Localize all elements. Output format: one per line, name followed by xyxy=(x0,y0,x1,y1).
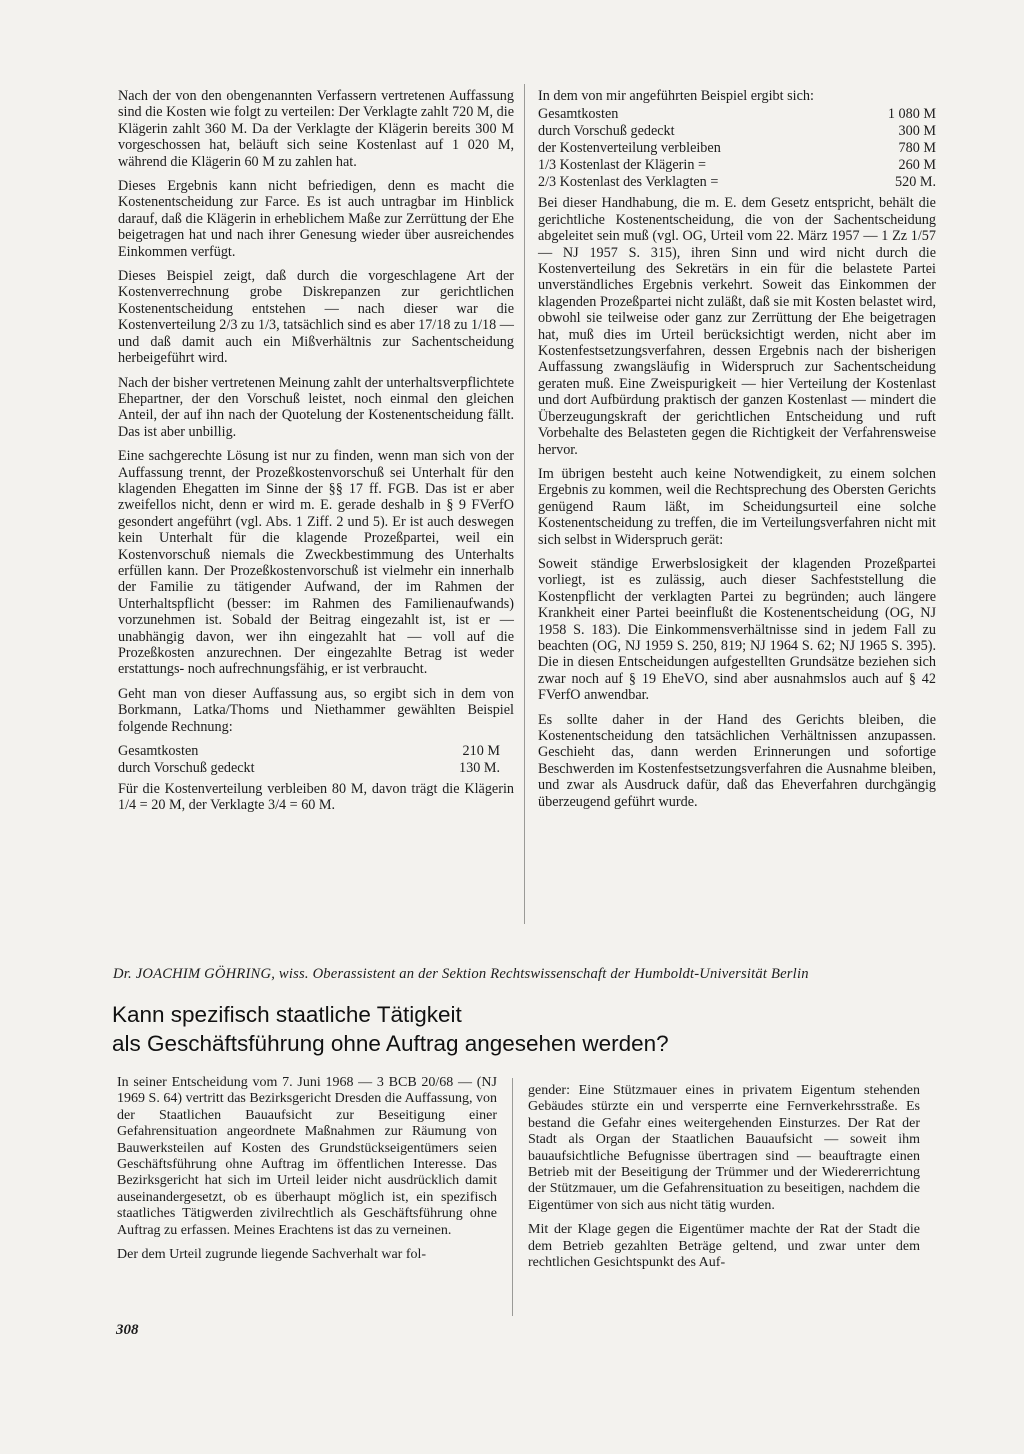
table-row xyxy=(538,106,936,123)
paragraph: Im übrigen besteht auch keine Notwendigkeit, zu einem solchen Ergebnis zu kommen, weil die Rechtsprechung des Obersten Gerichts genügend Raum läßt, im Scheidungsurteil eine solche Kostenentscheidung zu treffen, die im Verteilungsverfahren nicht mit sich selbst in Widerspruch gerät: xyxy=(538,465,936,548)
calc-label: Gesamtkosten xyxy=(538,106,619,123)
paragraph: Der dem Urteil zugrunde liegende Sachverhalt war fol- xyxy=(117,1247,427,1263)
paragraph: gender: Eine Stützmauer eines in privatem Eigentum stehenden Gebäudes stürzte ein und versperrte eine Fernverkehrsstraße. Es bestand die Gefahr eines weitergehenden Einsturzes. Der Rat der Stadt als Organ der Staatlichen Bauaufsicht — soweit ihm bauaufsichtliche Befugnisse übertragen sind — beauftragte einen Betrieb mit der Beseitigung der Trümmer und der Wiedererrichtung der Stützmauer, um die Gefahrensituation zu beseitigen, nachdem die Eigentümer von sich aus nicht tätig wurden. xyxy=(528,1083,920,1213)
table-row xyxy=(538,174,936,191)
calc-label: 1/3 Kostenlast der Klägerin = xyxy=(538,157,706,174)
calc-value: 1 080 M xyxy=(887,106,936,123)
table-row xyxy=(538,140,936,157)
table-row xyxy=(118,760,514,777)
article-right-column xyxy=(528,1083,920,1279)
paragraph: Bei dieser Handhabung, die m. E. dem Gesetz entspricht, behält die gerichtliche Kostenentscheidung, die von der Sachentscheidung abgeleitet sein muß (vgl. OG, Urteil vom 22. März 1957 — 1 Zz 1/57 — NJ 1957 S. 315), ihren Sinn und wird nicht durch die Kostenverteilung des Sekretärs in ein für die belastete Partei unverständliches Ergebnis verkehrt. Soweit das Einkommen der klagenden Prozeßpartei nicht zuläßt, daß sie mit Kosten belastet wird, obwohl sie teilweise oder ganz zur Zerrüttung der Ehe beigetragen hat, muß dies im Urteil berücksichtigt werden, nicht aber im Kostenfestsetzungsverfahren, dessen Ergebnis nach der bisherigen Auffassung zwangsläufig in Widerspruch zur Sachentscheidung geraten muß. Eine Zweispurigkeit — hier Verteilung der Kostenlast und dort Aufbürdung praktisch der ganzen Kostenlast — mindert die Überzeugungskraft der gerichtlichen Entscheidung und ruft Vorbehalte des Belasteten gegen die Richtigkeit der Verfahrensweise hervor. xyxy=(538,195,936,458)
column-divider xyxy=(524,84,525,924)
paragraph: In seiner Entscheidung vom 7. Juni 1968 — 3 BCB 20/68 — (NJ 1969 S. 64) vertritt das Bezirksgericht Dresden die Auffassung, von der Staatlichen Bauaufsicht zur Beseitigung einer Gefahrensituation angeordnete Maßnahmen zur Räumung von Bauwerksteilen auf Kosten des Grundstückseigentümers seien Geschäftsführung ohne Auftrag im öffentlichen Interesse. Das Bezirksgericht hat sich im Urteil leider nicht ausdrücklich damit auseinandergesetzt, ob es überhaupt möglich ist, ein spezifisch staatliches Tätigwerden zivilrechtlich als Geschäftsführung ohne Auftrag zu erfassen. Meines Erachtens ist das zu verneinen. xyxy=(117,1075,497,1238)
article-author: Dr. JOACHIM GÖHRING, wiss. Oberassistent an der Sektion Rechtswissenschaft der Humboldt-Universität Berlin xyxy=(113,966,809,982)
paragraph: Eine sachgerechte Lösung ist nur zu finden, wenn man sich von der Auffassung trennt, der Prozeßkostenvorschuß sei Unterhalt für den klagenden Ehegatten im Sinne der §§ 17 ff. FGB. Das ist er aber zweifellos nicht, denn er wird m. E. gerade deshalb in § 9 FVerfO gesondert angeführt (vgl. Abs. 1 Ziff. 2 und 5). Er ist auch deswegen kein Unterhalt für die klagende Prozeßpartei, weil ein Kostenvorschuß niemals die Zweckbestimmung des Unterhalts erfüllen kann. Der Prozeßkostenvorschuß ist vielmehr ein innerhalb der Familie zu tätigender Aufwand, der im Rahmen der Unterhaltspflicht (besser: im Rahmen des Familienaufwands) vorzunehmen ist. Sobald der Beitrag eingezahlt ist, ist er — unabhängig davon, wer ihn eingezahlt hat — voll auf die Prozeßkosten anzurechnen. Der eingezahlte Betrag ist weder erstattungs- noch aufrechnungsfähig, er ist verbraucht. xyxy=(118,448,514,678)
calculation-table xyxy=(538,106,936,191)
calc-value: 210 M xyxy=(462,743,500,760)
right-column xyxy=(538,88,936,818)
paragraph: Geht man von dieser Auffassung aus, so ergibt sich in dem von Borkmann, Latka/Thoms und Niethammer gewählten Beispiel folgende Rechnung: xyxy=(118,685,514,735)
table-row xyxy=(118,743,514,760)
paragraph: Für die Kostenverteilung verbleiben 80 M, davon trägt die Klägerin 1/4 = 20 M, der Verklagte 3/4 = 60 M. xyxy=(118,781,514,814)
calc-label: durch Vorschuß gedeckt xyxy=(538,123,675,140)
paragraph: Mit der Klage gegen die Eigentümer machte der Rat der Stadt die dem Betrieb gezahlten Beträge geltend, und zwar unter dem rechtlichen Gesichtspunkt des Auf- xyxy=(528,1222,920,1271)
paragraph: Es sollte daher in der Hand des Gerichts bleiben, die Kostenentscheidung den tatsächlichen Verhältnissen anzupassen. Geschieht das, dann werden Erinnerungen und sofortige Beschwerden im Kostenfestsetzungsverfahren die Ausnahme bleiben, und zwar als Ausdruck dafür, daß das Eheverfahren durchgängig überzeugend geführt wurde. xyxy=(538,711,936,810)
calc-value: 130 M. xyxy=(459,760,500,777)
article-title-line: Kann spezifisch staatliche Tätigkeit xyxy=(112,1002,462,1027)
paragraph: Soweit ständige Erwerbslosigkeit der klagenden Prozeßpartei vorliegt, ist es zulässig, auch dieser Sachfeststellung die Kostenpflicht der verklagten Partei zu begründen; auch längere Krankheit einer Partei beeinflußt die Kostenentscheidung (OG, NJ 1958 S. 183). Die Einkommensverhältnisse sind in jedem Fall zu beachten (OG, NJ 1959 S. 250, 819; NJ 1964 S. 62; NJ 1965 S. 395). Die in diesen Entscheidungen aufgestellten Grundsätze beziehen sich zwar noch auf § 19 EheVO, sind aber ausnahmslos auch auf § 42 FVerfO anwendbar. xyxy=(538,555,936,704)
calc-value: 260 M xyxy=(898,157,936,174)
left-column xyxy=(118,88,514,822)
article-left-column xyxy=(117,1075,497,1271)
calc-label: durch Vorschuß gedeckt xyxy=(118,760,255,777)
column-divider xyxy=(512,1078,513,1316)
calc-value: 780 M xyxy=(898,140,936,157)
calc-label: 2/3 Kostenlast des Verklagten = xyxy=(538,174,719,191)
paragraph: Dieses Ergebnis kann nicht befriedigen, denn es macht die Kostenentscheidung zur Farce. Es ist auch untragbar im Hinblick darauf, daß die Klägerin in erheblichem Maße zur Zerrüttung der Ehe beigetragen hat und nach ihrer Genesung wieder über ausreichendes Einkommen verfügt. xyxy=(118,178,514,260)
article-title-line: als Geschäftsführung ohne Auftrag angesehen werden? xyxy=(112,1031,669,1056)
paragraph: Nach der bisher vertretenen Meinung zahlt der unterhaltsverpflichtete Ehepartner, der den Vorschuß leistet, noch einmal den gleichen Anteil, der auf ihn nach der Quotelung der Kostenentscheidung fällt. Das ist aber unbillig. xyxy=(118,374,514,440)
calc-value: 520 M. xyxy=(895,174,936,191)
calculation-table xyxy=(118,743,514,777)
paragraph: In dem von mir angeführten Beispiel ergibt sich: xyxy=(538,88,814,104)
article-title xyxy=(112,1000,912,1058)
calc-value: 300 M xyxy=(898,123,936,140)
table-row xyxy=(538,123,936,140)
page-number: 308 xyxy=(116,1322,139,1338)
paragraph: Nach der von den obengenannten Verfassern vertretenen Auffassung sind die Kosten wie folgt zu verteilen: Der Verklagte zahlt 720 M, die Klägerin zahlt 360 M. Da der Verklagte der Klägerin bereits 300 M vorgeschossen hat, beläuft sich seine Kostenlast auf 1 020 M, während die Klägerin 60 M zu zahlen hat. xyxy=(118,88,514,170)
table-row xyxy=(538,157,936,174)
calc-label: Gesamtkosten xyxy=(118,743,199,760)
calc-label: der Kostenverteilung verbleiben xyxy=(538,140,721,157)
paragraph: Dieses Beispiel zeigt, daß durch die vorgeschlagene Art der Kostenverrechnung grobe Diskrepanzen zur gerichtlichen Kostenentscheidung entstehen — nach dieser war die Kostenverteilung 2/3 zu 1/3, tatsächlich sind es aber 17/18 zu 1/18 — und daß damit auch ein Mißverhältnis zur Sachentscheidung herbeigeführt wird. xyxy=(118,268,514,367)
